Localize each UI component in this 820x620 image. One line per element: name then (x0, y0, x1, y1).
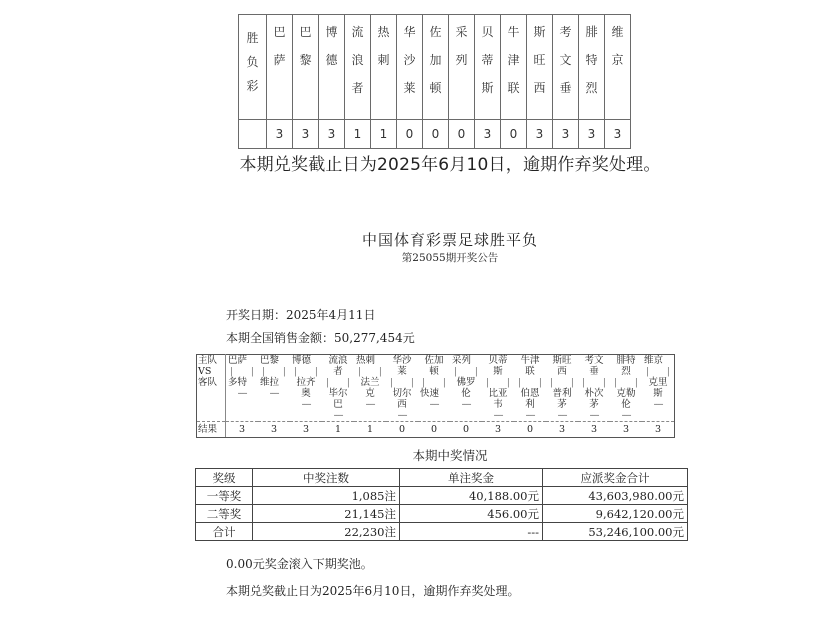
team-name-char: 西 (533, 81, 546, 95)
match-result: 0 (386, 422, 418, 438)
match-cell (354, 355, 386, 422)
dash-separator: ---- (301, 399, 311, 410)
result-value-cell: 3 (553, 120, 579, 149)
team-name-char: 热 (377, 25, 390, 39)
dash-separator: ---- (365, 399, 375, 410)
dash-separator: ---- (237, 388, 247, 399)
team-name-char: 华 (403, 25, 416, 39)
away-label: 客队 (198, 377, 218, 388)
match-cell (642, 355, 675, 422)
away-team: 毕尔巴 (328, 388, 348, 410)
home-team: 斯旺西 (552, 355, 572, 377)
team-name-char: 列 (455, 53, 468, 67)
team-name-char: 刺 (377, 53, 390, 67)
result-value-cell: 0 (449, 120, 475, 149)
team-name-char: 德 (325, 53, 338, 67)
match-cell (546, 355, 578, 422)
team-name-char: 贝 (481, 25, 494, 39)
home-team: 热刺 (356, 355, 376, 366)
team-name-cell (423, 15, 449, 120)
dash-separator: ---- (429, 399, 439, 410)
row-label-char: 胜 (246, 31, 259, 45)
prize-cell: 9,642,120.00元 (543, 505, 688, 523)
team-name-char: 腓 (585, 25, 598, 39)
match-cell (290, 355, 322, 422)
prize-cell: 53,246,100.00元 (543, 523, 688, 541)
home-team: 华沙莱 (392, 355, 412, 377)
announcement-title: 中国体育彩票足球胜平负 (361, 231, 538, 249)
row-label-char: 负 (246, 55, 259, 69)
home-team: 佐加顿 (424, 355, 444, 377)
prize-header: 中奖注数 (253, 469, 400, 487)
team-name-cell (527, 15, 553, 120)
home-team: 贝蒂斯 (488, 355, 508, 377)
home-team: 巴黎 (260, 355, 280, 366)
row-label-cell (239, 15, 267, 120)
result-label: 结果 (197, 422, 226, 438)
match-cell (386, 355, 418, 422)
team-name-char: 考 (559, 25, 572, 39)
team-name-cell (605, 15, 631, 120)
match-result: 1 (322, 422, 354, 438)
team-name-cell (579, 15, 605, 120)
result-value-cell: 0 (423, 120, 449, 149)
match-result: 3 (258, 422, 290, 438)
vs-marker: | | (358, 366, 382, 377)
vs-marker: | | (262, 366, 286, 377)
result-value-cell: 1 (345, 120, 371, 149)
prize-cell: 1,085注 (253, 487, 400, 505)
vs-marker: | | (614, 377, 638, 388)
dash-separator: ---- (397, 410, 407, 421)
team-name-char: 浪 (351, 53, 364, 67)
team-name-cell (267, 15, 293, 120)
away-team: 比亚韦 (488, 388, 508, 410)
prize-cell: --- (400, 523, 543, 541)
team-name-char: 特 (585, 53, 598, 67)
team-name-char: 旺 (533, 53, 546, 67)
dash-separator: ---- (557, 410, 567, 421)
home-team: 采列 (452, 355, 472, 366)
team-name-char: 流 (351, 25, 364, 39)
dash-separator: ---- (621, 410, 631, 421)
team-name-char: 京 (611, 53, 624, 67)
result-value-cell: 3 (527, 120, 553, 149)
team-name-char: 莱 (403, 81, 416, 95)
prize-cell: 40,188.00元 (400, 487, 543, 505)
match-result: 3 (290, 422, 322, 438)
team-name-char: 黎 (299, 53, 312, 67)
team-name-cell (293, 15, 319, 120)
prize-cell: 22,230注 (253, 523, 400, 541)
prize-header: 应派奖金合计 (543, 469, 688, 487)
match-cell (258, 355, 290, 422)
result-value-cell: 0 (501, 120, 527, 149)
vs-marker: | | (646, 366, 670, 377)
home-team: 考文垂 (584, 355, 604, 377)
team-name-char: 顿 (429, 81, 442, 95)
vs-marker: | | (454, 366, 478, 377)
result-value-cell: 3 (475, 120, 501, 149)
match-cell (418, 355, 450, 422)
vs-marker: | | (550, 377, 574, 388)
dash-separator: ---- (333, 410, 343, 421)
match-cell (610, 355, 642, 422)
match-cell (578, 355, 610, 422)
team-name-char: 牛 (507, 25, 520, 39)
vs-marker: | | (422, 377, 446, 388)
home-team: 巴萨 (228, 355, 248, 366)
prize-cell: 二等奖 (196, 505, 253, 523)
away-team: 普利茅 (552, 388, 572, 410)
team-name-char: 者 (351, 81, 364, 95)
vs-label: VS (198, 366, 212, 377)
vs-marker: | | (230, 366, 254, 377)
team-name-char: 加 (429, 53, 442, 67)
row-label-empty (239, 120, 267, 149)
team-name-cell (345, 15, 371, 120)
result-value-cell: 1 (371, 120, 397, 149)
prize-header: 奖级 (196, 469, 253, 487)
vs-marker: | | (518, 377, 542, 388)
match-cell (226, 355, 259, 422)
team-name-char: 萨 (273, 53, 286, 67)
deadline-note: 本期兑奖截止日为2025年6月10日，逾期作弃奖处理。 (226, 584, 520, 598)
team-name-char: 沙 (403, 53, 416, 67)
announcement-subtitle: 第25055期开奖公告 (401, 252, 499, 264)
home-team: 博德 (292, 355, 312, 366)
deadline-notice: 本期兑奖截止日为2025年6月10日，逾期作弃奖处理。 (239, 155, 661, 175)
team-name-char: 斯 (481, 81, 494, 95)
home-team: 腓特烈 (616, 355, 636, 377)
dash-separator: ---- (653, 399, 663, 410)
prize-cell: 合计 (196, 523, 253, 541)
away-team: 切尔西 (392, 388, 412, 410)
away-team: 法兰克 (360, 377, 380, 399)
team-name-char: 巴 (299, 25, 312, 39)
rollover-note: 0.00元奖金滚入下期奖池。 (226, 557, 373, 571)
team-name-char: 维 (611, 25, 624, 39)
prize-cell: 43,603,980.00元 (543, 487, 688, 505)
match-result: 0 (450, 422, 482, 438)
result-value-cell: 3 (605, 120, 631, 149)
match-result: 3 (610, 422, 642, 438)
prize-table (195, 468, 688, 541)
prize-heading: 本期中奖情况 (412, 448, 488, 463)
result-value-cell: 3 (267, 120, 293, 149)
match-result: 3 (642, 422, 675, 438)
team-name-cell (397, 15, 423, 120)
away-team: 克勒伦 (616, 388, 636, 410)
team-name-cell (553, 15, 579, 120)
sales-amount: 本期全国销售金额：50,277,454元 (226, 331, 415, 345)
team-name-char: 采 (455, 25, 468, 39)
team-name-char: 巴 (273, 25, 286, 39)
home-team: 牛津联 (520, 355, 540, 377)
result-value-cell: 3 (579, 120, 605, 149)
team-name-char: 博 (325, 25, 338, 39)
team-name-cell (371, 15, 397, 120)
match-result: 0 (514, 422, 546, 438)
team-name-char: 文 (559, 53, 572, 67)
match-cell (322, 355, 354, 422)
prize-cell: 456.00元 (400, 505, 543, 523)
result-value-cell: 3 (319, 120, 345, 149)
dash-separator: ---- (525, 410, 535, 421)
team-name-char: 佐 (429, 25, 442, 39)
prize-row (196, 505, 688, 523)
match-result: 3 (578, 422, 610, 438)
prize-row (196, 487, 688, 505)
team-name-char: 津 (507, 53, 520, 67)
row-label-char: 彩 (246, 79, 259, 93)
team-labels (197, 355, 226, 422)
match-cell (450, 355, 482, 422)
team-name-cell (475, 15, 501, 120)
result-value-cell: 3 (293, 120, 319, 149)
match-cell (514, 355, 546, 422)
team-name-char: 蒂 (481, 53, 494, 67)
dash-separator: ---- (589, 410, 599, 421)
away-team: 快速 (420, 388, 440, 399)
result-value-cell: 0 (397, 120, 423, 149)
results-table (238, 14, 631, 149)
match-result: 0 (418, 422, 450, 438)
away-team: 克里斯 (648, 377, 668, 399)
team-name-cell (449, 15, 475, 120)
match-cell (482, 355, 514, 422)
vs-marker: | | (294, 366, 318, 377)
vs-marker: | | (582, 377, 606, 388)
vs-marker: | | (486, 377, 510, 388)
draw-date: 开奖日期：2025年4月11日 (226, 308, 376, 322)
dash-separator: ---- (461, 399, 471, 410)
match-result: 3 (546, 422, 578, 438)
match-result: 1 (354, 422, 386, 438)
vs-marker: | | (390, 377, 414, 388)
away-team: 多特 (228, 377, 248, 388)
away-team: 佛罗伦 (456, 377, 476, 399)
prize-cell: 21,145注 (253, 505, 400, 523)
team-name-char: 烈 (585, 81, 598, 95)
prize-row (196, 523, 688, 541)
away-team: 维拉 (260, 377, 280, 388)
away-team: 伯恩利 (520, 388, 540, 410)
prize-header: 单注奖金 (400, 469, 543, 487)
team-name-char: 斯 (533, 25, 546, 39)
dash-separator: ---- (269, 388, 279, 399)
team-name-char: 垂 (559, 81, 572, 95)
away-team: 朴次茅 (584, 388, 604, 410)
home-team: 流浪者 (328, 355, 348, 377)
dash-separator: ---- (493, 410, 503, 421)
vs-marker: | | (326, 377, 350, 388)
match-table (196, 354, 675, 438)
team-name-cell (319, 15, 345, 120)
prize-cell: 一等奖 (196, 487, 253, 505)
home-team: 维京 (644, 355, 664, 366)
match-result: 3 (226, 422, 259, 438)
team-name-cell (501, 15, 527, 120)
team-name-char: 联 (507, 81, 520, 95)
away-team: 拉齐奥 (296, 377, 316, 399)
home-label: 主队 (198, 355, 218, 366)
match-result: 3 (482, 422, 514, 438)
